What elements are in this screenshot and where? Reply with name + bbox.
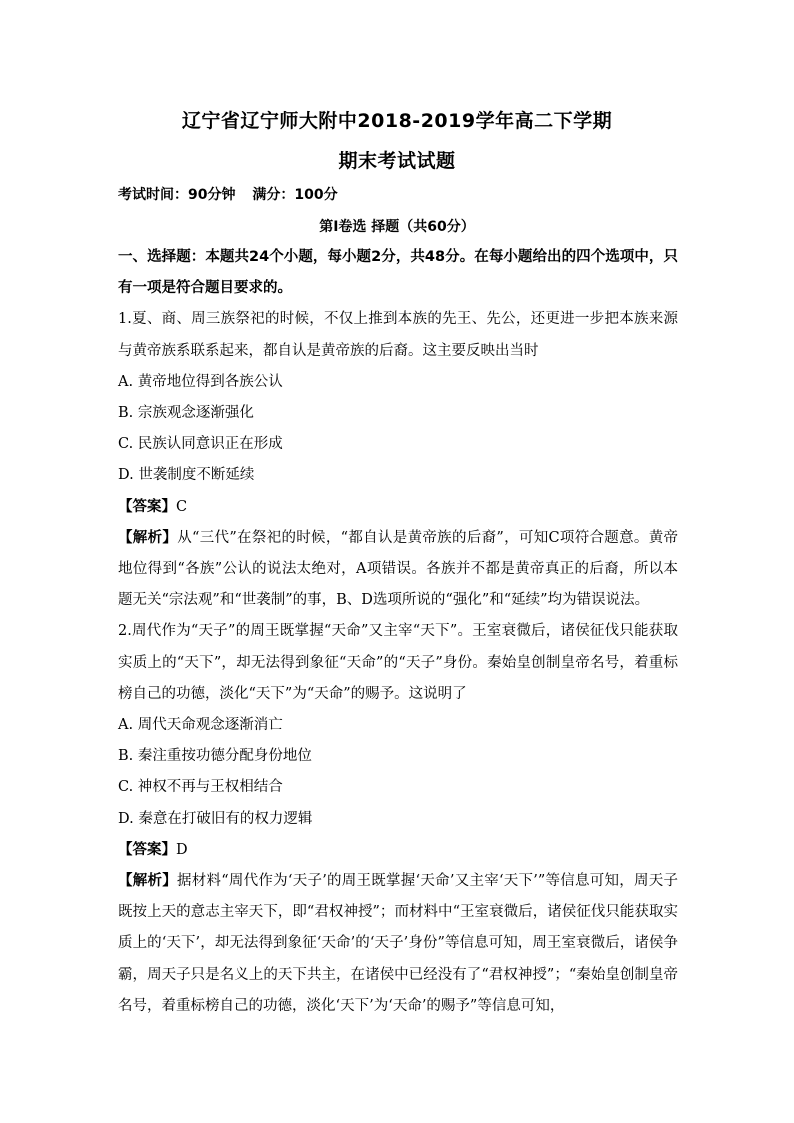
instructions: 一、选择题：本题共24个小题，每小题2分，共48分。在每小题给出的四个选项中，只有一项是符合题目要求的。 (118, 249, 678, 297)
section-title: 第Ⅰ卷选 择题（共60分） (319, 219, 475, 235)
option: D. 秦意在打破旧有的权力逻辑 (118, 810, 313, 827)
answer-line (118, 492, 678, 523)
analysis-text: 从“三代”在祭祀的时候，“都自认是黄帝族的后裔”，可知C项符合题意。黄帝地位得到“各族”公认的说法太绝对，A项错误。各族并不都是黄帝真正的后裔，所以本题无关“宗法观”和“世袭制”的事，B、D选项所说的“强化”和“延续”均为错误说法。 (118, 529, 679, 609)
answer-line (118, 835, 678, 866)
option: A. 黄帝地位得到各族公认 (118, 373, 283, 390)
analysis-text: 据材料“周代作为‘天子’的周王既掌握‘天命’又主宰‘天下’”等信息可知，周天子既按上天的意志主宰天下，即“君权神授”；而材料中“王室衰微后，诸侯征伐只能获取实质上的‘天下’，却无法得到象征‘天命’的‘天子’身份”等信息可知，周王室衰微后，诸侯争霸，周天子只是名义上的天下共主，在诸侯中已经没有了“君权神授”；“秦始皇创制皇帝名号，着重标榜自己的功德，淡化‘天下’为‘天命’的赐予”等信息可知， (118, 873, 679, 1014)
document-body (118, 242, 678, 1022)
analysis (118, 523, 678, 617)
answer-value: D (176, 841, 188, 858)
document-title-line2: 期末考试试题 (338, 150, 456, 172)
answer-label: 【答案】 (118, 498, 176, 515)
answer-value: C (176, 498, 188, 515)
option: D. 世袭制度不断延续 (118, 467, 255, 484)
option: C. 民族认同意识正在形成 (118, 436, 283, 453)
analysis (118, 866, 678, 1022)
option: C. 神权不再与王权相结合 (118, 779, 283, 796)
exam-score: 满分：100分 (252, 187, 338, 203)
option: B. 秦注重按功德分配身份地位 (118, 748, 312, 765)
analysis-label: 【解析】 (118, 529, 178, 546)
option: B. 宗族观念逐渐强化 (118, 405, 254, 422)
answer-label: 【答案】 (118, 841, 176, 858)
question-stem: 2.周代作为“天子”的周王既掌握“天命”又主宰“天下”。王室衰微后，诸侯征伐只能获取实质上的“天下”，却无法得到象征“天命”的“天子”身份。秦始皇创制皇帝名号，着重标榜自己的功德，淡化“天下”为“天命”的赐予。这说明了 (118, 623, 678, 702)
exam-time: 考试时间：90分钟 (118, 187, 236, 203)
question-stem: 1.夏、商、周三族祭祀的时候，不仅上推到本族的先王、先公，还更进一步把本族来源与黄帝族系联系起来，都自认是黄帝族的后裔。这主要反映出当时 (118, 311, 678, 359)
document-title-line1: 辽宁省辽宁师大附中2018-2019学年高二下学期 (181, 110, 613, 132)
option: A. 周代天命观念逐渐消亡 (118, 717, 283, 734)
analysis-label: 【解析】 (118, 873, 177, 890)
exam-info (118, 184, 350, 204)
